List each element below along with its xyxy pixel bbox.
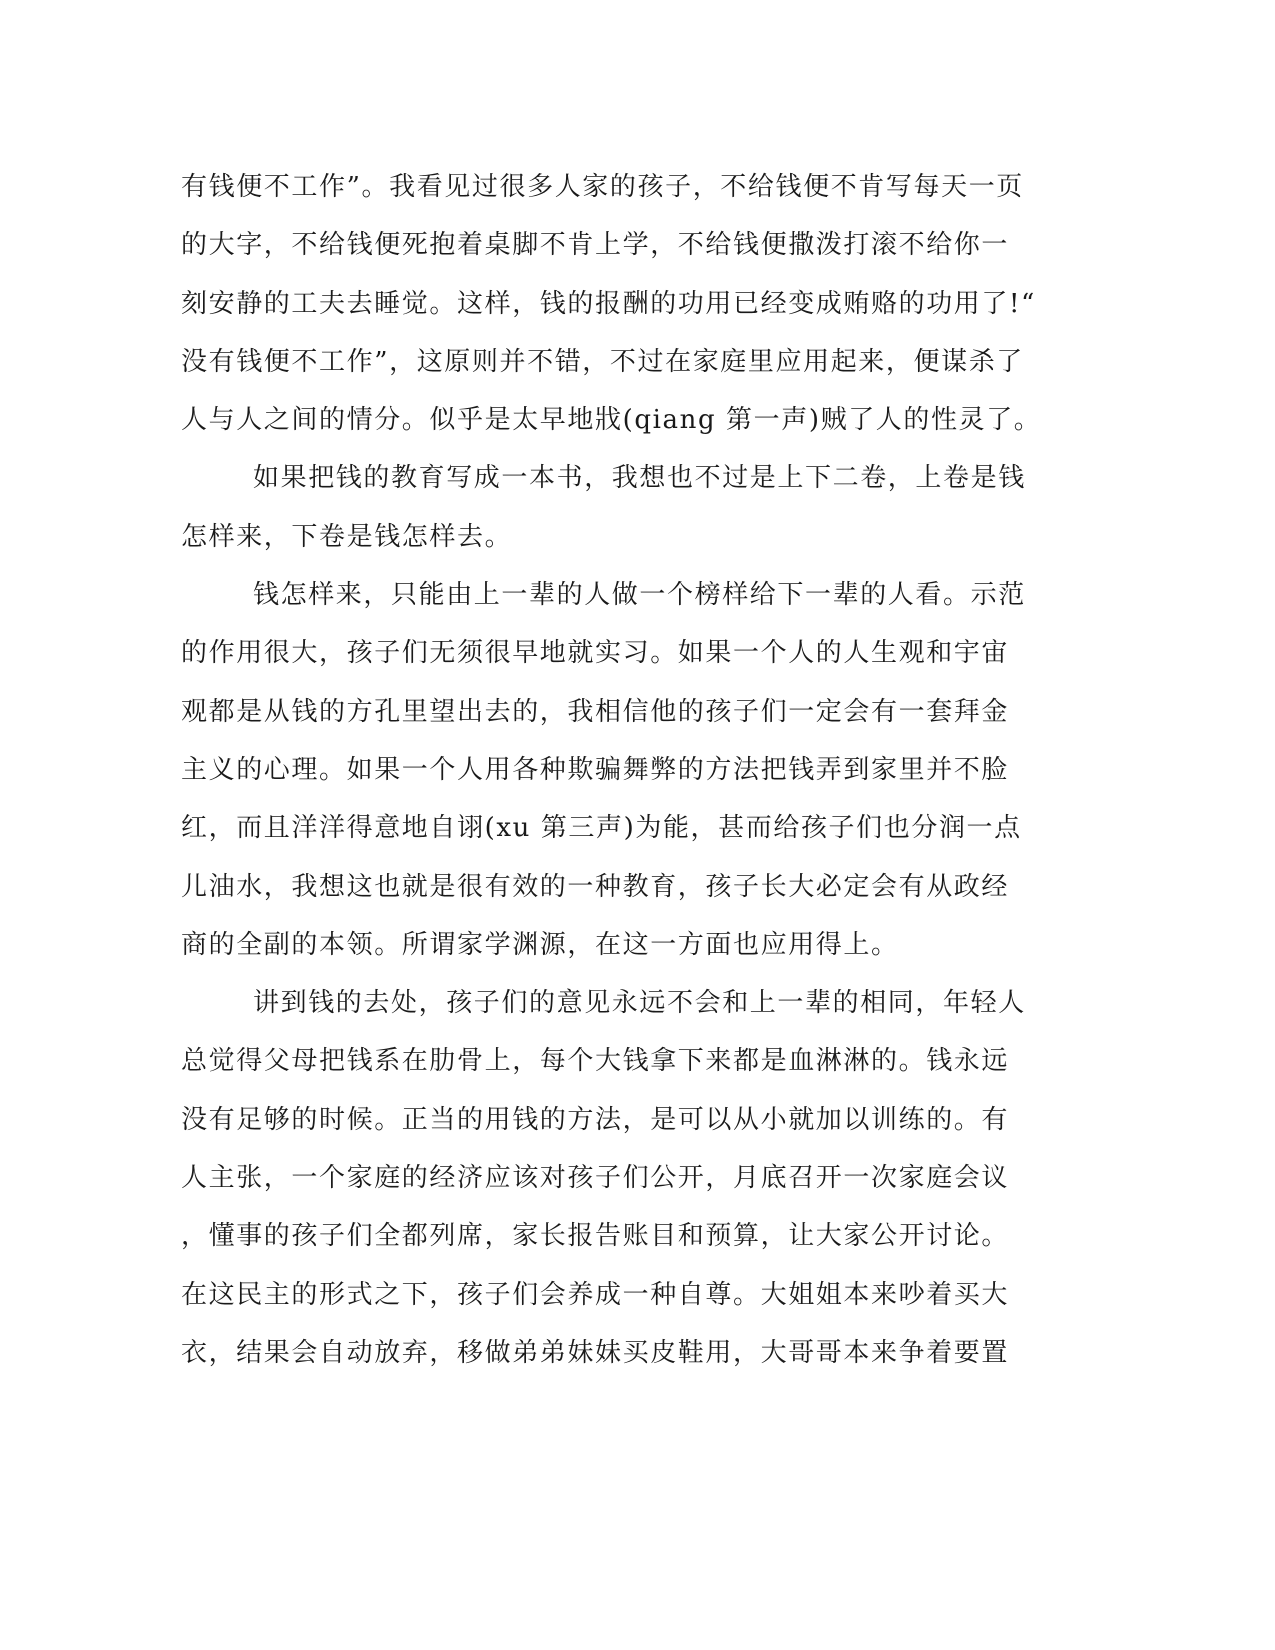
text-line-9: 的作用很大，孩子们无须很早地就实习。如果一个人的人生观和宇宙 [181, 638, 1010, 669]
text-line-20: 在这民主的形式之下，孩子们会养成一种自尊。大姐姐本来吵着买大 [181, 1279, 1010, 1310]
text-line-4: 没有钱便不工作”，这原则并不错，不过在家庭里应用起来，便谋杀了 [181, 346, 1024, 377]
text-line-18: 人主张，一个家庭的经济应该对孩子们公开，月底召开一次家庭会议 [181, 1163, 1010, 1194]
text-line-8: 钱怎样来，只能由上一辈的人做一个榜样给下一辈的人看。示范 [253, 580, 1026, 611]
text-line-1: 有钱便不工作”。我看见过很多人家的孩子，不给钱便不肯写每天一页 [181, 172, 1024, 202]
text-line-6: 如果把钱的教育写成一本书，我想也不过是上下二卷，上卷是钱 [253, 463, 1026, 494]
text-line-19: ，懂事的孩子们全都列席，家长报告账目和预算，让大家公开讨论。 [181, 1221, 1010, 1252]
text-line-15: 讲到钱的去处，孩子们的意见永远不会和上一辈的相同，年轻人 [253, 988, 1026, 1019]
text-line-17: 没有足够的时候。正当的用钱的方法，是可以从小就加以训练的。有 [181, 1104, 1010, 1135]
text-line-7: 怎样来，下卷是钱怎样去。 [181, 521, 513, 552]
text-line-11: 主义的心理。如果一个人用各种欺骗舞弊的方法把钱弄到家里并不脸 [181, 754, 1010, 785]
text-line-5: 人与人之间的情分。似乎是太早地戕(qiang 第一声)贼了人的性灵了。 [181, 405, 1042, 436]
text-line-14: 商的全副的本领。所谓家学渊源，在这一方面也应用得上。 [181, 929, 899, 960]
text-line-16: 总觉得父母把钱系在肋骨上，每个大钱拿下来都是血淋淋的。钱永远 [181, 1046, 1010, 1077]
text-line-13: 儿油水，我想这也就是很有效的一种教育，孩子长大必定会有从政经 [181, 871, 1010, 902]
body-text [181, 158, 1041, 1382]
text-line-10: 观都是从钱的方孔里望出去的，我相信他的孩子们一定会有一套拜金 [181, 696, 1010, 727]
text-line-2: 的大字，不给钱便死抱着桌脚不肯上学，不给钱便撒泼打滚不给你一 [181, 230, 1010, 261]
text-line-12: 红，而且洋洋得意地自诩(xu 第三声)为能，甚而给孩子们也分润一点 [181, 813, 1022, 844]
text-line-3: 刻安静的工夫去睡觉。这样，钱的报酬的功用已经变成贿赂的功用了!“ [181, 288, 1036, 319]
text-line-21: 衣，结果会自动放弃，移做弟弟妹妹买皮鞋用，大哥哥本来争着要置 [181, 1337, 1010, 1368]
